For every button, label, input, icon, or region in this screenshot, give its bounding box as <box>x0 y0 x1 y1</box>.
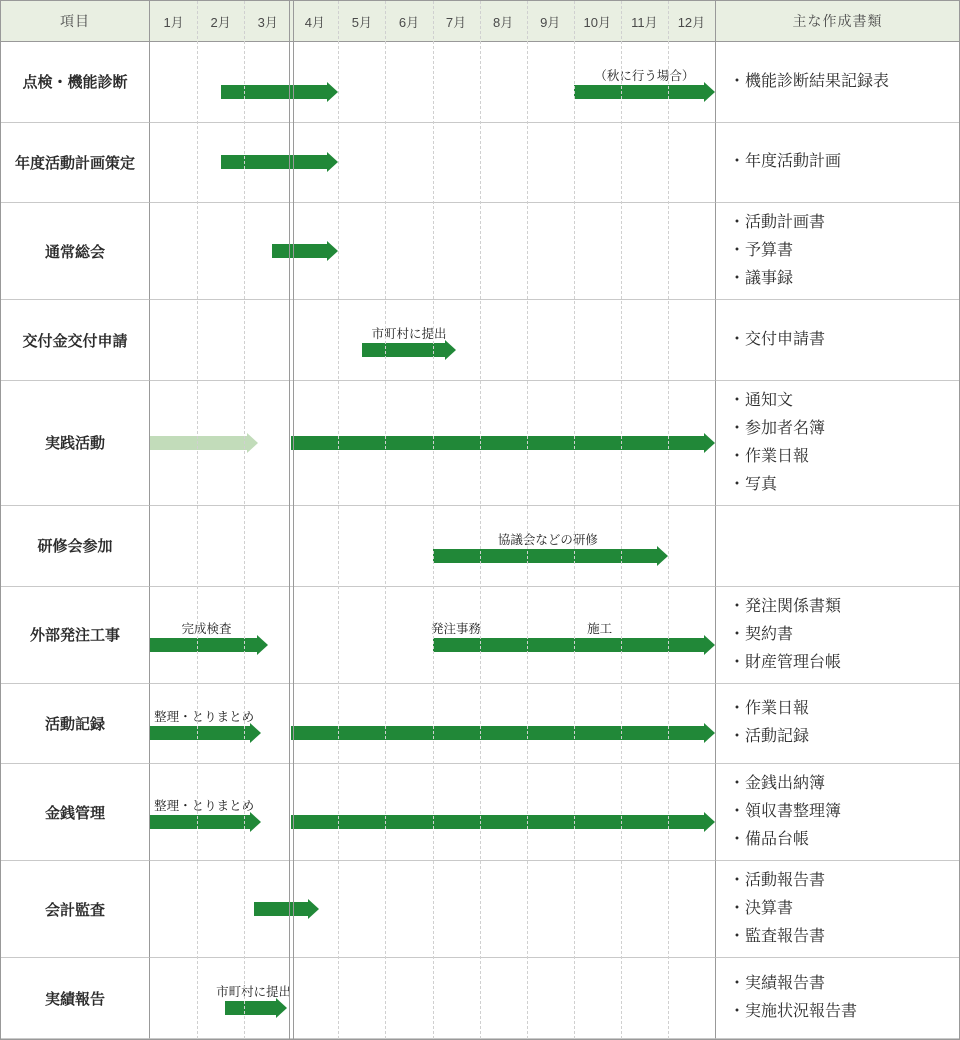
gantt-bar <box>291 812 715 832</box>
gantt-bar-arrowhead <box>704 812 715 832</box>
row-item-label: 実践活動 <box>1 381 150 506</box>
gantt-bar <box>433 635 716 655</box>
gantt-bar <box>150 635 268 655</box>
month-label: 9月 <box>540 14 561 30</box>
document-item: ・領収書整理簿 <box>729 803 842 821</box>
gantt-bar-arrowhead <box>250 812 261 832</box>
row-documents <box>715 203 959 300</box>
row-item-label: 実績報告 <box>1 958 150 1039</box>
row-timeline <box>150 587 715 684</box>
row-documents <box>715 123 959 204</box>
row-item-label: 活動記録 <box>1 684 150 765</box>
gantt-bar-body <box>433 549 657 563</box>
month-label: 11月 <box>631 14 658 30</box>
gantt-bar <box>254 899 320 919</box>
document-item: ・金銭出納簿 <box>729 775 826 793</box>
document-item: ・契約書 <box>729 625 794 643</box>
document-item: ・活動計画書 <box>729 214 826 232</box>
bar-annotation: 協議会などの研修 <box>497 532 598 547</box>
gantt-bar-body <box>433 638 705 652</box>
month-label: 3月 <box>257 14 278 30</box>
row-timeline <box>150 42 715 123</box>
header-docs-column: 主な作成書類 <box>715 1 959 42</box>
document-item: ・発注関係書類 <box>729 597 842 615</box>
row-documents <box>715 861 959 958</box>
row-item-label: 年度活動計画策定 <box>1 123 150 204</box>
row-documents <box>715 42 959 123</box>
gantt-bar-body <box>291 436 704 450</box>
gantt-bar-body <box>150 815 250 829</box>
row-documents <box>715 506 959 587</box>
gantt-bar-body <box>150 436 247 450</box>
bar-annotation: 市町村に提出 <box>216 985 292 1000</box>
row-timeline <box>150 861 715 958</box>
row-documents <box>715 764 959 861</box>
row-timeline <box>150 764 715 861</box>
gantt-bar-body <box>272 244 327 258</box>
row-item-label: 会計監査 <box>1 861 150 958</box>
gantt-bar <box>150 812 261 832</box>
row-timeline <box>150 123 715 204</box>
document-item: ・活動報告書 <box>729 872 826 890</box>
gantt-bar-arrowhead <box>657 546 668 566</box>
bar-annotation: 整理・とりまとめ <box>154 710 255 725</box>
row-item-label: 交付金交付申請 <box>1 300 150 381</box>
gantt-bar-arrowhead <box>257 635 268 655</box>
document-item: ・作業日報 <box>729 447 810 465</box>
month-label: 12月 <box>677 14 706 30</box>
row-timeline <box>150 203 715 300</box>
month-label: 7月 <box>445 14 467 30</box>
gantt-bar-body <box>574 85 704 99</box>
document-item: ・議事録 <box>729 270 794 288</box>
row-documents <box>715 587 959 684</box>
gantt-bar <box>150 433 258 453</box>
bar-annotation: （秋に行う場合） <box>594 68 695 83</box>
document-item: ・監査報告書 <box>729 928 826 946</box>
row-item-label: 研修会参加 <box>1 506 150 587</box>
gantt-bar-body <box>362 343 445 357</box>
row-timeline <box>150 506 715 587</box>
month-label: 1月 <box>163 14 184 30</box>
document-item: ・予算書 <box>729 242 794 260</box>
row-documents <box>715 381 959 506</box>
month-label: 5月 <box>351 14 372 30</box>
row-documents <box>715 958 959 1039</box>
row-timeline <box>150 300 715 381</box>
gantt-bar <box>291 723 715 743</box>
gantt-bar-arrowhead <box>704 82 715 102</box>
bar-annotation: 市町村に提出 <box>371 327 447 342</box>
bar-annotation: 発注事務 <box>431 621 482 636</box>
gantt-bar-arrowhead <box>704 723 715 743</box>
row-item-label: 金銭管理 <box>1 764 150 861</box>
row-documents <box>715 300 959 381</box>
gantt-bar <box>362 340 456 360</box>
month-label: 6月 <box>398 14 420 30</box>
gantt-bar-body <box>291 815 704 829</box>
gantt-bar-arrowhead <box>327 152 338 172</box>
row-timeline <box>150 381 715 506</box>
gantt-bar-arrowhead <box>327 241 338 261</box>
gantt-bar <box>272 241 338 261</box>
row-timeline <box>150 684 715 765</box>
row-item-label: 外部発注工事 <box>1 587 150 684</box>
document-item: ・機能診断結果記録表 <box>729 72 890 90</box>
gantt-bar-body <box>221 85 328 99</box>
gantt-bar <box>221 152 339 172</box>
gantt-bar-arrowhead <box>247 433 258 453</box>
gantt-bar-arrowhead <box>704 635 715 655</box>
month-label: 2月 <box>210 14 231 30</box>
document-item: ・実施状況報告書 <box>729 1003 858 1021</box>
bar-annotation: 施工 <box>587 621 613 636</box>
bar-annotation: 完成検査 <box>181 621 232 636</box>
gantt-bar-arrowhead <box>276 998 287 1018</box>
gantt-bar-body <box>291 726 704 740</box>
gantt-bar-arrowhead <box>704 433 715 453</box>
row-item-label: 通常総会 <box>1 203 150 300</box>
document-item: ・通知文 <box>729 391 794 409</box>
document-item: ・財産管理台帳 <box>729 653 842 671</box>
gantt-bar-arrowhead <box>327 82 338 102</box>
gantt-bar-body <box>150 726 250 740</box>
gantt-bar <box>221 82 339 102</box>
month-label: 4月 <box>304 14 325 30</box>
gantt-bar <box>225 998 286 1018</box>
document-item: ・参加者名簿 <box>729 419 826 437</box>
document-item: ・作業日報 <box>729 700 810 718</box>
header-item-column: 項目 <box>1 1 150 42</box>
document-item: ・写真 <box>729 475 778 493</box>
document-item: ・備品台帳 <box>729 831 810 849</box>
gantt-bar-arrowhead <box>445 340 456 360</box>
row-item-label: 点検・機能診断 <box>1 42 150 123</box>
document-item: ・交付申請書 <box>729 331 826 349</box>
gantt-bar <box>574 82 715 102</box>
month-label: 8月 <box>493 14 514 30</box>
document-item: ・実績報告書 <box>729 975 826 993</box>
month-label: 10月 <box>583 14 611 30</box>
document-item: ・年度活動計画 <box>729 153 842 171</box>
gantt-bar-body <box>254 902 309 916</box>
gantt-bar-arrowhead <box>308 899 319 919</box>
gantt-bar-body <box>221 155 328 169</box>
bar-annotation: 整理・とりまとめ <box>154 799 255 814</box>
gantt-bar <box>291 433 715 453</box>
header-months-row <box>150 1 715 42</box>
gantt-bar <box>433 546 668 566</box>
row-timeline <box>150 958 715 1039</box>
row-documents <box>715 684 959 765</box>
gantt-bar <box>150 723 261 743</box>
document-item: ・決算書 <box>729 900 794 918</box>
gantt-bar-arrowhead <box>250 723 261 743</box>
gantt-bar-body <box>150 638 257 652</box>
document-item: ・活動記録 <box>729 728 810 746</box>
gantt-bar-body <box>225 1001 275 1015</box>
